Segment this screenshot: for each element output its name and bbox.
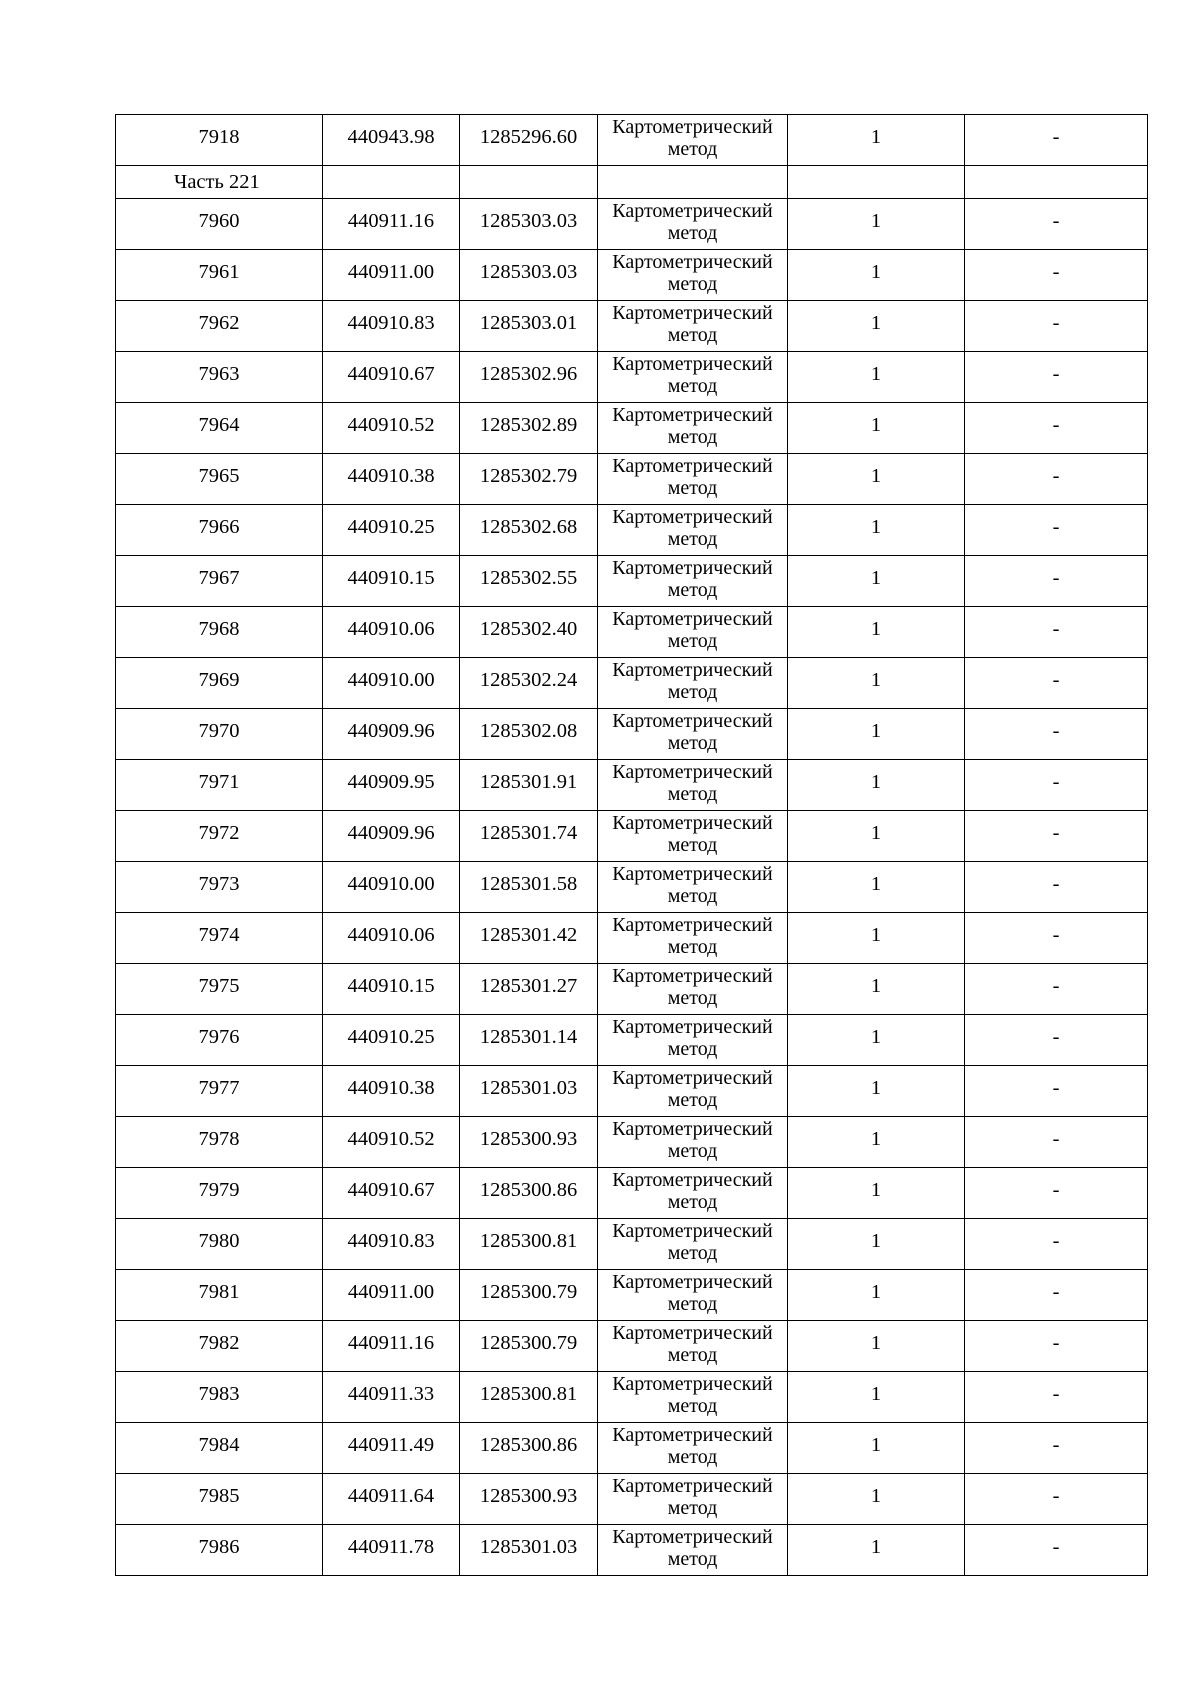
- method-cell: [598, 1117, 788, 1168]
- point-number-cell: 7971: [116, 760, 323, 811]
- accuracy-cell: 1: [788, 760, 965, 811]
- y-coordinate-cell: 1285302.55: [460, 556, 598, 607]
- method-line-2: метод: [667, 426, 718, 448]
- note-cell: -: [965, 1525, 1148, 1576]
- y-coordinate-cell: 1285301.27: [460, 964, 598, 1015]
- method-cell: [598, 1525, 788, 1576]
- y-coordinate-cell: 1285300.93: [460, 1117, 598, 1168]
- x-coordinate-cell: 440911.64: [323, 1474, 460, 1525]
- method-line-2: метод: [667, 477, 718, 499]
- note-cell: -: [965, 964, 1148, 1015]
- table-row: [116, 1372, 1148, 1423]
- accuracy-cell: 1: [788, 658, 965, 709]
- accuracy-cell: 1: [788, 1168, 965, 1219]
- x-coordinate-cell: 440909.96: [323, 811, 460, 862]
- accuracy-cell: 1: [788, 1015, 965, 1066]
- method-line-2: метод: [667, 579, 718, 601]
- x-coordinate-cell: 440910.00: [323, 862, 460, 913]
- table-row: [116, 1168, 1148, 1219]
- table-row: [116, 454, 1148, 505]
- method-cell: [598, 352, 788, 403]
- method-line-2: метод: [667, 630, 718, 652]
- x-coordinate-cell: 440911.78: [323, 1525, 460, 1576]
- point-number-cell: 7975: [116, 964, 323, 1015]
- method-cell: [598, 1168, 788, 1219]
- note-cell: -: [965, 1168, 1148, 1219]
- y-coordinate-cell: 1285301.42: [460, 913, 598, 964]
- point-number-cell: 7970: [116, 709, 323, 760]
- table-row: [116, 403, 1148, 454]
- table-row: [116, 811, 1148, 862]
- method-line-1: Картометрический: [612, 1067, 773, 1089]
- x-coordinate-cell: 440910.67: [323, 1168, 460, 1219]
- method-line-1: Картометрический: [612, 1322, 773, 1344]
- note-cell: -: [965, 352, 1148, 403]
- accuracy-cell: 1: [788, 709, 965, 760]
- table-row: [116, 913, 1148, 964]
- table-row: [116, 250, 1148, 301]
- accuracy-cell: 1: [788, 454, 965, 505]
- y-coordinate-cell: 1285301.03: [460, 1525, 598, 1576]
- point-number-cell: 7967: [116, 556, 323, 607]
- table-row: [116, 862, 1148, 913]
- method-line-1: Картометрический: [612, 200, 773, 222]
- point-number-cell: 7985: [116, 1474, 323, 1525]
- note-cell: -: [965, 454, 1148, 505]
- method-cell: [598, 709, 788, 760]
- method-cell: [598, 115, 788, 166]
- method-line-2: метод: [667, 783, 718, 805]
- method-cell: [598, 556, 788, 607]
- point-number-cell: 7978: [116, 1117, 323, 1168]
- method-line-1: Картометрический: [612, 251, 773, 273]
- method-line-2: метод: [667, 1089, 718, 1111]
- x-coordinate-cell: 440911.00: [323, 1270, 460, 1321]
- note-cell: -: [965, 862, 1148, 913]
- y-coordinate-cell: 1285300.81: [460, 1219, 598, 1270]
- y-coordinate-cell: 1285302.24: [460, 658, 598, 709]
- method-line-2: метод: [667, 324, 718, 346]
- coordinates-table-body: [116, 115, 1148, 1576]
- method-line-1: Картометрический: [612, 1475, 773, 1497]
- empty-cell: [788, 166, 965, 199]
- method-cell: [598, 301, 788, 352]
- point-number-cell: 7966: [116, 505, 323, 556]
- x-coordinate-cell: 440910.83: [323, 301, 460, 352]
- point-number-cell: 7980: [116, 1219, 323, 1270]
- note-cell: -: [965, 505, 1148, 556]
- point-number-cell: 7972: [116, 811, 323, 862]
- table-row: [116, 1423, 1148, 1474]
- accuracy-cell: 1: [788, 1066, 965, 1117]
- table-row: [116, 301, 1148, 352]
- method-cell: [598, 1066, 788, 1117]
- table-row: [116, 1066, 1148, 1117]
- note-cell: -: [965, 811, 1148, 862]
- table-row: [116, 658, 1148, 709]
- accuracy-cell: 1: [788, 607, 965, 658]
- method-cell: [598, 454, 788, 505]
- method-cell: [598, 250, 788, 301]
- x-coordinate-cell: 440911.16: [323, 1321, 460, 1372]
- table-row: [116, 607, 1148, 658]
- y-coordinate-cell: 1285300.79: [460, 1321, 598, 1372]
- x-coordinate-cell: 440910.52: [323, 403, 460, 454]
- point-number-cell: 7968: [116, 607, 323, 658]
- x-coordinate-cell: 440943.98: [323, 115, 460, 166]
- y-coordinate-cell: 1285300.86: [460, 1168, 598, 1219]
- x-coordinate-cell: 440910.06: [323, 607, 460, 658]
- method-line-1: Картометрический: [612, 1424, 773, 1446]
- accuracy-cell: 1: [788, 403, 965, 454]
- accuracy-cell: 1: [788, 115, 965, 166]
- accuracy-cell: 1: [788, 1423, 965, 1474]
- point-number-cell: 7961: [116, 250, 323, 301]
- point-number-cell: 7963: [116, 352, 323, 403]
- method-line-1: Картометрический: [612, 965, 773, 987]
- accuracy-cell: 1: [788, 352, 965, 403]
- x-coordinate-cell: 440910.38: [323, 1066, 460, 1117]
- note-cell: -: [965, 1270, 1148, 1321]
- method-line-1: Картометрический: [612, 1526, 773, 1548]
- accuracy-cell: 1: [788, 913, 965, 964]
- method-line-1: Картометрический: [612, 761, 773, 783]
- note-cell: -: [965, 913, 1148, 964]
- y-coordinate-cell: 1285302.68: [460, 505, 598, 556]
- method-cell: [598, 1219, 788, 1270]
- y-coordinate-cell: 1285302.08: [460, 709, 598, 760]
- empty-cell: [460, 166, 598, 199]
- method-line-1: Картометрический: [612, 116, 773, 138]
- accuracy-cell: 1: [788, 250, 965, 301]
- method-line-2: метод: [667, 138, 718, 160]
- method-line-1: Картометрический: [612, 557, 773, 579]
- point-number-cell: 7979: [116, 1168, 323, 1219]
- accuracy-cell: 1: [788, 1321, 965, 1372]
- method-line-1: Картометрический: [612, 404, 773, 426]
- point-number-cell: 7973: [116, 862, 323, 913]
- method-line-2: метод: [667, 1038, 718, 1060]
- y-coordinate-cell: 1285300.81: [460, 1372, 598, 1423]
- method-line-1: Картометрический: [612, 1118, 773, 1140]
- method-line-1: Картометрический: [612, 1169, 773, 1191]
- accuracy-cell: 1: [788, 1474, 965, 1525]
- method-line-2: метод: [667, 222, 718, 244]
- accuracy-cell: 1: [788, 811, 965, 862]
- y-coordinate-cell: 1285302.89: [460, 403, 598, 454]
- y-coordinate-cell: 1285302.79: [460, 454, 598, 505]
- x-coordinate-cell: 440909.95: [323, 760, 460, 811]
- table-row: [116, 964, 1148, 1015]
- note-cell: -: [965, 1474, 1148, 1525]
- x-coordinate-cell: 440911.33: [323, 1372, 460, 1423]
- point-number-cell: 7964: [116, 403, 323, 454]
- method-cell: [598, 1372, 788, 1423]
- method-cell: [598, 199, 788, 250]
- table-row: [116, 505, 1148, 556]
- table-row: [116, 709, 1148, 760]
- y-coordinate-cell: 1285301.58: [460, 862, 598, 913]
- section-header-row: [116, 166, 1148, 199]
- empty-cell: [323, 166, 460, 199]
- accuracy-cell: 1: [788, 1525, 965, 1576]
- method-line-2: метод: [667, 834, 718, 856]
- y-coordinate-cell: 1285300.93: [460, 1474, 598, 1525]
- note-cell: -: [965, 250, 1148, 301]
- method-line-2: метод: [667, 1293, 718, 1315]
- point-number-cell: 7969: [116, 658, 323, 709]
- x-coordinate-cell: 440910.25: [323, 505, 460, 556]
- method-cell: [598, 658, 788, 709]
- coordinates-table: [115, 114, 1148, 1576]
- method-cell: [598, 1474, 788, 1525]
- y-coordinate-cell: 1285301.03: [460, 1066, 598, 1117]
- accuracy-cell: 1: [788, 1372, 965, 1423]
- method-line-2: метод: [667, 885, 718, 907]
- table-row: [116, 1219, 1148, 1270]
- method-cell: [598, 607, 788, 658]
- method-line-2: метод: [667, 273, 718, 295]
- method-line-2: метод: [667, 987, 718, 1009]
- x-coordinate-cell: 440910.25: [323, 1015, 460, 1066]
- note-cell: -: [965, 1015, 1148, 1066]
- x-coordinate-cell: 440910.52: [323, 1117, 460, 1168]
- x-coordinate-cell: 440910.38: [323, 454, 460, 505]
- note-cell: -: [965, 709, 1148, 760]
- x-coordinate-cell: 440911.49: [323, 1423, 460, 1474]
- point-number-cell: 7986: [116, 1525, 323, 1576]
- accuracy-cell: 1: [788, 199, 965, 250]
- table-row: [116, 1474, 1148, 1525]
- method-line-2: метод: [667, 1191, 718, 1213]
- y-coordinate-cell: 1285301.91: [460, 760, 598, 811]
- note-cell: -: [965, 301, 1148, 352]
- method-line-2: метод: [667, 1140, 718, 1162]
- method-cell: [598, 913, 788, 964]
- method-line-2: метод: [667, 1548, 718, 1570]
- note-cell: -: [965, 658, 1148, 709]
- table-row: [116, 1015, 1148, 1066]
- section-label: Часть 221: [116, 166, 323, 199]
- y-coordinate-cell: 1285300.86: [460, 1423, 598, 1474]
- method-line-2: метод: [667, 1395, 718, 1417]
- point-number-cell: 7977: [116, 1066, 323, 1117]
- y-coordinate-cell: 1285296.60: [460, 115, 598, 166]
- table-row: [116, 199, 1148, 250]
- y-coordinate-cell: 1285300.79: [460, 1270, 598, 1321]
- point-number-cell: 7962: [116, 301, 323, 352]
- accuracy-cell: 1: [788, 505, 965, 556]
- x-coordinate-cell: 440911.00: [323, 250, 460, 301]
- accuracy-cell: 1: [788, 1270, 965, 1321]
- method-cell: [598, 862, 788, 913]
- accuracy-cell: 1: [788, 1219, 965, 1270]
- method-line-1: Картометрический: [612, 608, 773, 630]
- method-cell: [598, 505, 788, 556]
- table-row: [116, 115, 1148, 166]
- y-coordinate-cell: 1285302.96: [460, 352, 598, 403]
- point-number-cell: 7976: [116, 1015, 323, 1066]
- y-coordinate-cell: 1285303.01: [460, 301, 598, 352]
- point-number-cell: 7960: [116, 199, 323, 250]
- method-line-2: метод: [667, 1242, 718, 1264]
- x-coordinate-cell: 440910.15: [323, 556, 460, 607]
- table-row: [116, 760, 1148, 811]
- table-row: [116, 556, 1148, 607]
- note-cell: -: [965, 115, 1148, 166]
- method-line-1: Картометрический: [612, 353, 773, 375]
- method-line-2: метод: [667, 1344, 718, 1366]
- x-coordinate-cell: 440910.67: [323, 352, 460, 403]
- x-coordinate-cell: 440910.83: [323, 1219, 460, 1270]
- note-cell: -: [965, 760, 1148, 811]
- y-coordinate-cell: 1285303.03: [460, 199, 598, 250]
- note-cell: -: [965, 1219, 1148, 1270]
- accuracy-cell: 1: [788, 862, 965, 913]
- method-line-2: метод: [667, 1497, 718, 1519]
- point-number-cell: 7984: [116, 1423, 323, 1474]
- y-coordinate-cell: 1285301.74: [460, 811, 598, 862]
- method-cell: [598, 1015, 788, 1066]
- accuracy-cell: 1: [788, 964, 965, 1015]
- empty-cell: [598, 166, 788, 199]
- note-cell: -: [965, 607, 1148, 658]
- method-line-1: Картометрический: [612, 506, 773, 528]
- method-line-1: Картометрический: [612, 302, 773, 324]
- method-line-1: Картометрический: [612, 455, 773, 477]
- table-row: [116, 1270, 1148, 1321]
- note-cell: -: [965, 1117, 1148, 1168]
- method-line-1: Картометрический: [612, 1373, 773, 1395]
- point-number-cell: 7974: [116, 913, 323, 964]
- x-coordinate-cell: 440910.00: [323, 658, 460, 709]
- point-number-cell: 7918: [116, 115, 323, 166]
- method-line-2: метод: [667, 375, 718, 397]
- y-coordinate-cell: 1285301.14: [460, 1015, 598, 1066]
- note-cell: -: [965, 1372, 1148, 1423]
- point-number-cell: 7981: [116, 1270, 323, 1321]
- point-number-cell: 7983: [116, 1372, 323, 1423]
- point-number-cell: 7982: [116, 1321, 323, 1372]
- accuracy-cell: 1: [788, 301, 965, 352]
- table-row: [116, 352, 1148, 403]
- note-cell: -: [965, 199, 1148, 250]
- method-line-2: метод: [667, 732, 718, 754]
- method-cell: [598, 403, 788, 454]
- method-line-1: Картометрический: [612, 914, 773, 936]
- table-row: [116, 1525, 1148, 1576]
- table-row: [116, 1321, 1148, 1372]
- method-line-1: Картометрический: [612, 1271, 773, 1293]
- note-cell: -: [965, 403, 1148, 454]
- method-cell: [598, 1270, 788, 1321]
- note-cell: -: [965, 1321, 1148, 1372]
- table-row: [116, 1117, 1148, 1168]
- method-line-2: метод: [667, 936, 718, 958]
- point-number-cell: 7965: [116, 454, 323, 505]
- note-cell: -: [965, 1066, 1148, 1117]
- method-line-1: Картометрический: [612, 710, 773, 732]
- accuracy-cell: 1: [788, 1117, 965, 1168]
- note-cell: -: [965, 1423, 1148, 1474]
- accuracy-cell: 1: [788, 556, 965, 607]
- method-cell: [598, 964, 788, 1015]
- method-line-1: Картометрический: [612, 863, 773, 885]
- empty-cell: [965, 166, 1148, 199]
- y-coordinate-cell: 1285303.03: [460, 250, 598, 301]
- method-cell: [598, 1423, 788, 1474]
- method-line-1: Картометрический: [612, 1016, 773, 1038]
- note-cell: -: [965, 556, 1148, 607]
- method-cell: [598, 1321, 788, 1372]
- method-line-2: метод: [667, 1446, 718, 1468]
- x-coordinate-cell: 440911.16: [323, 199, 460, 250]
- method-cell: [598, 760, 788, 811]
- method-line-1: Картометрический: [612, 812, 773, 834]
- method-line-1: Картометрический: [612, 1220, 773, 1242]
- x-coordinate-cell: 440910.15: [323, 964, 460, 1015]
- x-coordinate-cell: 440909.96: [323, 709, 460, 760]
- method-line-2: метод: [667, 528, 718, 550]
- method-line-2: метод: [667, 681, 718, 703]
- x-coordinate-cell: 440910.06: [323, 913, 460, 964]
- method-line-1: Картометрический: [612, 659, 773, 681]
- y-coordinate-cell: 1285302.40: [460, 607, 598, 658]
- method-cell: [598, 811, 788, 862]
